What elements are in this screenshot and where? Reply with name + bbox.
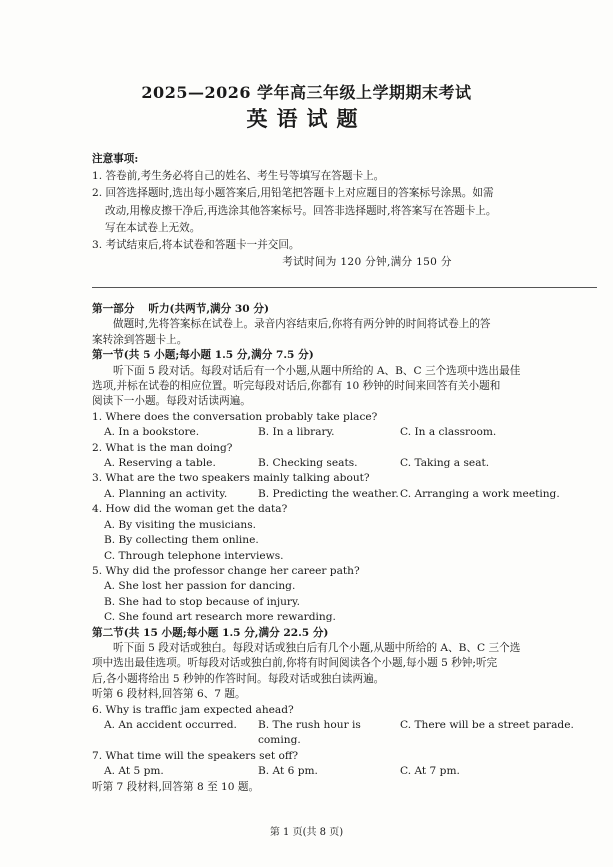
section-divider — [92, 287, 597, 288]
option-c: C. At 7 pm. — [400, 765, 460, 778]
part-heading — [92, 302, 602, 317]
option-b: B. By collecting them online. — [104, 534, 259, 547]
subject-title: 英语试题 — [246, 106, 367, 131]
question-stem: 4. How did the woman get the data? — [92, 503, 288, 516]
part-intro: 案转涂到答题卡上。 — [92, 333, 188, 346]
question-options — [92, 456, 602, 471]
option-b: B. At 6 pm. — [258, 765, 318, 778]
option-a: A. An accident occurred. — [104, 718, 237, 731]
material-note: 听第 6 段材料,回答第 6、7 题。 — [92, 688, 246, 701]
option-c: C. She found art research more rewarding. — [104, 611, 336, 624]
option-a: A. At 5 pm. — [104, 765, 164, 778]
exam-title: 2025—2026 学年高三年级上学期期末考试 — [141, 83, 472, 102]
section-heading: 第一节(共 5 小题;每小题 1.5 分,满分 7.5 分) — [92, 349, 314, 362]
part-title: 第一部分 — [92, 303, 135, 315]
question-stem: 5. Why did the professor change her career path? — [92, 564, 360, 577]
instruction-item-continued: 写在本试卷上无效。 — [105, 221, 201, 234]
question-stem: 7. What time will the speakers set off? — [92, 749, 299, 762]
material-note: 听第 7 段材料,回答第 8 至 10 题。 — [92, 780, 260, 793]
option-c: C. In a classroom. — [400, 426, 497, 439]
option-b: B. Checking seats. — [258, 457, 358, 470]
option-a: A. Reserving a table. — [104, 457, 216, 470]
option-c: C. There will be a street parade. — [400, 718, 574, 731]
option-a: A. In a bookstore. — [104, 426, 200, 439]
question-stem: 2. What is the man doing? — [92, 441, 233, 454]
option-b: B. In a library. — [258, 426, 335, 439]
section-intro: 选项,并标在试卷的相应位置。听完每段对话后,你都有 10 秒钟的时间来回答有关小题和 — [92, 380, 501, 393]
part-subtitle: 听力(共两节,满分 30 分) — [148, 303, 269, 315]
option-b: B. Predicting the weather. — [258, 487, 399, 500]
section-intro: 后,各小题将给出 5 秒钟的作答时间。每段对话或独白读两遍。 — [92, 672, 385, 685]
instruction-item: 1. 答卷前,考生务必将自己的姓名、考生号等填写在答题卡上。 — [92, 170, 385, 183]
section-intro: 项中选出最佳选项。听每段对话或独白前,你将有时间阅读各个小题,每小题 5 秒钟;听完 — [92, 657, 498, 670]
question-stem: 3. What are the two speakers mainly talking about? — [92, 472, 370, 485]
page-number: 第 1 页(共 8 页) — [269, 827, 344, 838]
option-b: B. She had to stop because of injury. — [104, 595, 300, 608]
instruction-item-continued: 改动,用橡皮擦干净后,再选涂其他答案标号。回答非选择题时,将答案写在答题卡上。 — [105, 204, 497, 217]
option-c: C. Through telephone interviews. — [104, 549, 284, 562]
question-stem: 6. Why is traffic jam expected ahead? — [92, 703, 294, 716]
question-options — [92, 764, 602, 779]
section-intro: 听下面 5 段对话。每段对话后有一个小题,从题中所给的 A、B、C 三个选项中选出最佳 — [113, 364, 521, 377]
option-c: C. Taking a seat. — [400, 457, 490, 470]
section-heading: 第二节(共 15 小题;每小题 1.5 分,满分 22.5 分) — [92, 626, 329, 639]
option-a: A. By visiting the musicians. — [104, 518, 257, 531]
listening-section — [92, 302, 602, 795]
exam-time-note: 考试时间为 120 分钟,满分 150 分 — [282, 256, 452, 269]
section-intro: 阅读下一小题。每段对话读两遍。 — [92, 395, 251, 408]
section-intro: 听下面 5 段对话或独白。每段对话或独白后有几个小题,从题中所给的 A、B、C 三个选 — [113, 641, 521, 654]
option-b: B. The rush hour is coming. — [258, 718, 361, 747]
instructions-heading: 注意事项: — [92, 153, 139, 165]
question-stem: 1. Where does the conversation probably take place? — [92, 410, 378, 423]
option-a: A. She lost her passion for dancing. — [104, 580, 296, 593]
question-options — [92, 487, 602, 502]
question-options — [92, 425, 602, 440]
option-c: C. Arranging a work meeting. — [400, 487, 560, 500]
instruction-item: 3. 考试结束后,将本试卷和答题卡一并交回。 — [92, 239, 300, 252]
instruction-item: 2. 回答选择题时,选出每小题答案后,用铅笔把答题卡上对应题目的答案标号涂黑。如需 — [92, 187, 494, 200]
question-options — [92, 718, 602, 749]
part-intro: 做题时,先将答案标在试卷上。录音内容结束后,你将有两分钟的时间将试卷上的答 — [113, 318, 491, 331]
option-a: A. Planning an activity. — [104, 487, 228, 500]
instructions — [92, 151, 602, 271]
